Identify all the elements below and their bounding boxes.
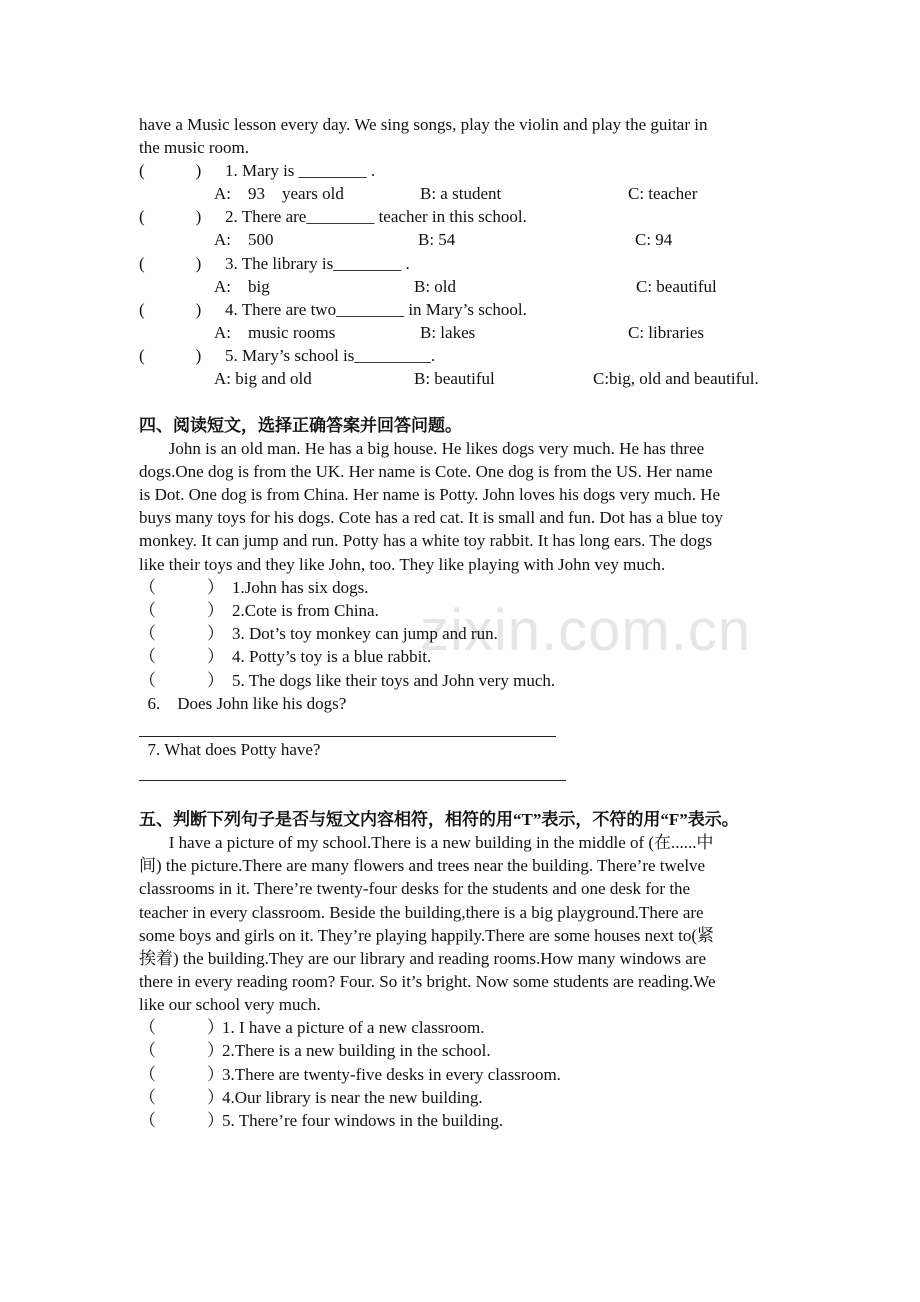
passage-line: the music room. [139,138,250,157]
passage-line: some boys and girls on it. They’re playing happily.There are some houses next to(紧 [139,926,715,945]
answer-paren: ( ) [139,207,202,226]
tf-statement: 4. Potty’s toy is a blue rabbit. [232,647,432,666]
tf-statement: 5. The dogs like their toys and John very much. [232,671,556,690]
answer-paren: （ ） [139,647,224,666]
passage-line: 挨着) the building.They are our library and reading rooms.How many windows are [139,949,706,968]
option-c: C: teacher [628,184,698,203]
tf-statement: 3. Dot’s toy monkey can jump and run. [232,624,498,643]
answer-paren: （ ） [139,1041,224,1060]
section-heading: 四、阅读短文，选择正确答案并回答问题。 [139,416,462,435]
option-a: A: music rooms [214,323,336,342]
question-6: 6. Does John like his dogs? [139,694,347,713]
passage-line: 间) the picture.There are many flowers and trees near the building. There’re twelve [139,856,706,875]
answer-paren: （ ） [139,624,224,643]
tf-statement: 3.There are twenty-five desks in every classroom. [222,1065,561,1084]
answer-paren: （ ） [139,671,224,690]
option-c: C: 94 [635,230,673,249]
option-c: C: libraries [628,323,705,342]
option-b: B: lakes [420,323,476,342]
question-text: 4. There are two________ in Mary’s school. [225,300,527,319]
answer-paren: （ ） [139,1018,224,1037]
option-b: B: 54 [418,230,456,249]
tf-statement: 2.Cote is from China. [232,601,379,620]
passage-line: is Dot. One dog is from China. Her name is Potty. John loves his dogs very much. He [139,485,721,504]
question-text: 1. Mary is ________ . [225,161,376,180]
answer-paren: ( ) [139,346,202,365]
passage-line: I have a picture of my school.There is a new building in the middle of (在......中 [139,833,714,852]
option-b: B: old [414,277,457,296]
passage-line: there in every reading room? Four. So it’s bright. Now some students are reading.We [139,972,716,991]
passage-line: have a Music lesson every day. We sing songs, play the violin and play the guitar in [139,115,708,134]
answer-paren: （ ） [139,578,224,597]
tf-statement: 1.John has six dogs. [232,578,369,597]
tf-statement: 5. There’re four windows in the building. [222,1111,504,1130]
passage-line: classrooms in it. There’re twenty-four desks for the students and one desk for the [139,879,691,898]
passage-line: dogs.One dog is from the UK. Her name is Cote. One dog is from the US. Her name [139,462,713,481]
option-b: B: a student [420,184,502,203]
answer-paren: ( ) [139,254,202,273]
tf-statement: 1. I have a picture of a new classroom. [222,1018,485,1037]
answer-paren: （ ） [139,1088,224,1107]
option-a: A: 500 [214,230,274,249]
answer-paren: （ ） [139,1065,224,1084]
tf-statement: 4.Our library is near the new building. [222,1088,483,1107]
passage-line: monkey. It can jump and run. Potty has a white toy rabbit. It has long ears. The dogs [139,531,713,550]
question-text: 5. Mary’s school is_________. [225,346,436,365]
option-a: A: 93 years old [214,184,344,203]
tf-statement: 2.There is a new building in the school. [222,1041,491,1060]
question-text: 3. The library is________ . [225,254,410,273]
passage-line: teacher in every classroom. Beside the building,there is a big playground.There are [139,903,704,922]
option-a: A: big and old [214,369,312,388]
question-text: 2. There are________ teacher in this school. [225,207,527,226]
passage-line: like their toys and they like John, too. They like playing with John vey much. [139,555,666,574]
passage-line: John is an old man. He has a big house. He likes dogs very much. He has three [139,439,705,458]
answer-line [139,736,556,737]
watermark-text: zixin.com.cn [420,598,752,663]
option-c: C: beautiful [636,277,717,296]
answer-line [139,780,566,781]
answer-paren: ( ) [139,300,202,319]
answer-paren: （ ） [139,601,224,620]
option-a: A: big [214,277,270,296]
passage-line: buys many toys for his dogs. Cote has a red cat. It is small and fun. Dot has a blue toy [139,508,724,527]
option-c: C:big, old and beautiful. [593,369,759,388]
question-7: 7. What does Potty have? [139,740,321,759]
answer-paren: （ ） [139,1111,224,1130]
passage-line: like our school very much. [139,995,321,1014]
section-heading: 五、判断下列句子是否与短文内容相符，相符的用“T”表示，不符的用“F”表示。 [139,810,739,829]
option-b: B: beautiful [414,369,495,388]
answer-paren: ( ) [139,161,202,180]
